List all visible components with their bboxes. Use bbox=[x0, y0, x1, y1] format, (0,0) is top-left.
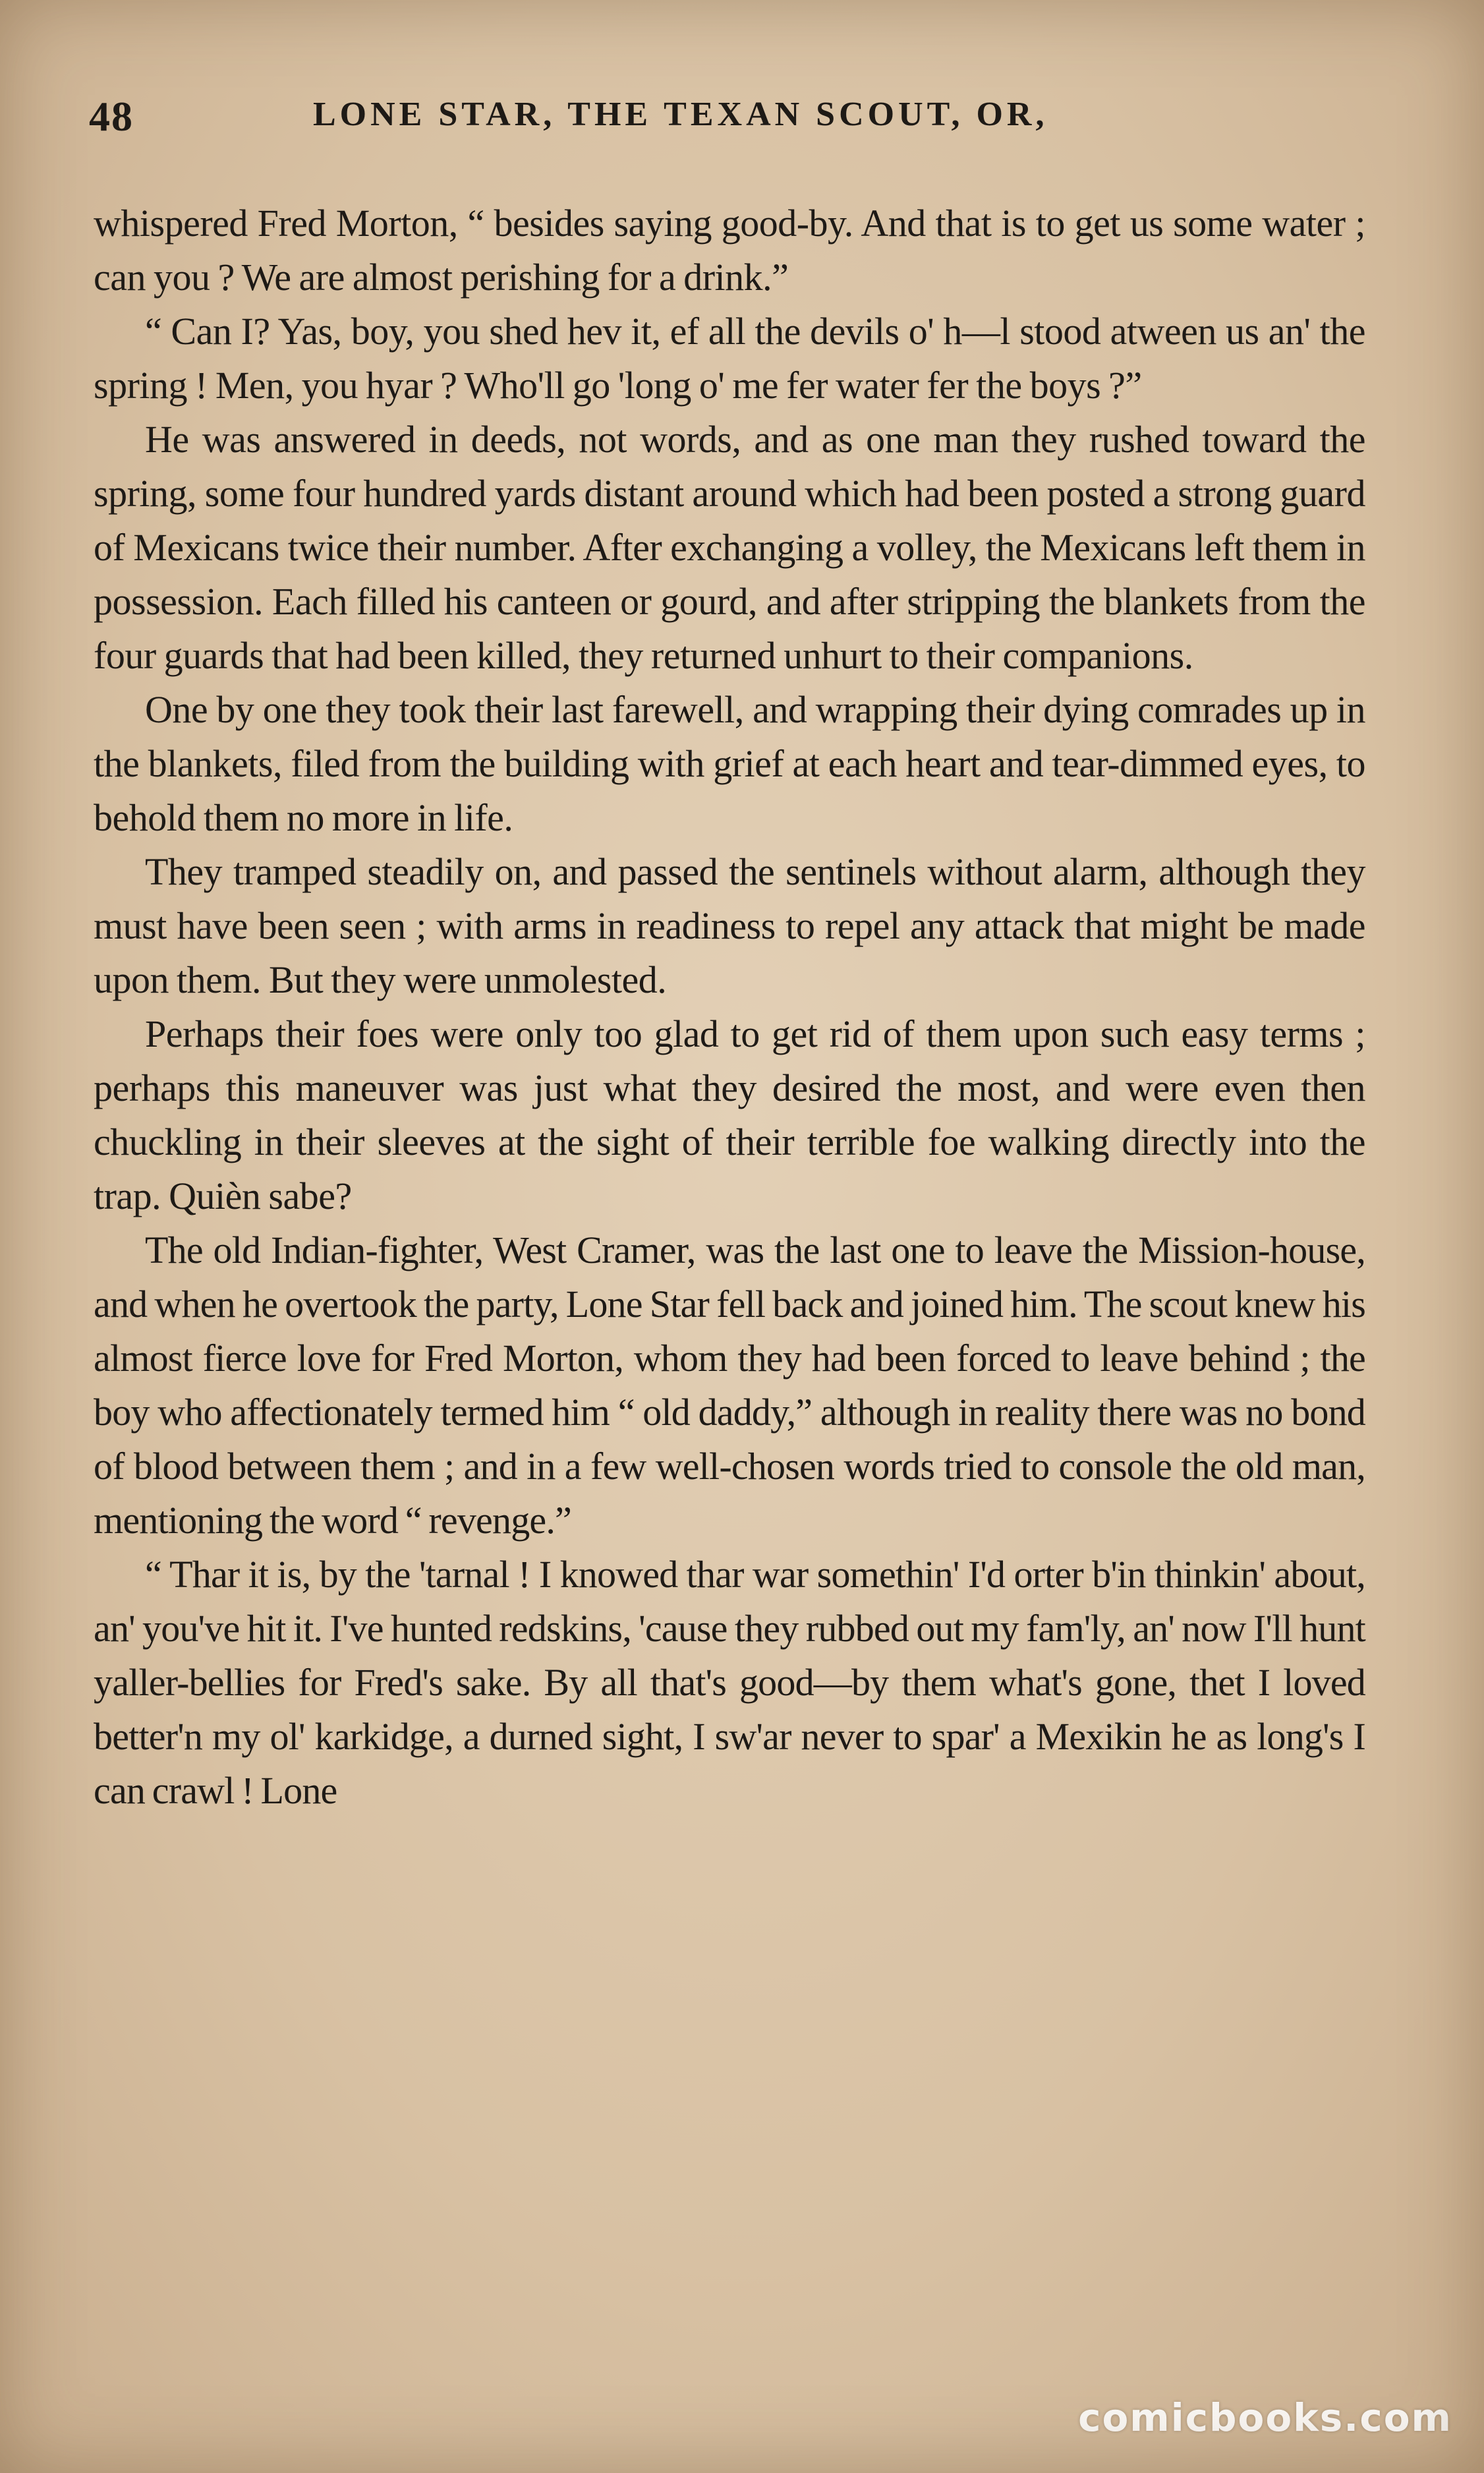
paragraph-3: He was answered in deeds, not words, and as one man they rushed toward the spring, some four hundred yards distant around which had been posted a strong guard of Mexicans twice their number. After exchanging a volley, the Mexicans left them in possession. Each filled his canteen or gourd, and after stripping the blankets from the four guards that had been killed, they returned unhurt to their companions. bbox=[94, 418, 1365, 677]
watermark: comicbooks.com bbox=[1078, 2395, 1452, 2440]
paragraph-8: “ Thar it is, by the 'tarnal ! I knowed thar war somethin' I'd orter b'in thinkin' about, an' you've hit it. I've hunted redskins, 'cause they rubbed out my fam'ly, an' now I'll hunt yaller-bellies for Fred's sake. By all that's good—by them what's gone, thet I loved better'n my ol' karkidge, a durned sight, I sw'ar never to spar' a Mexikin he as long's I can crawl ! Lone bbox=[94, 1553, 1365, 1812]
page-header bbox=[89, 92, 1374, 145]
body-text bbox=[94, 196, 1365, 1818]
paragraph-5: They tramped steadily on, and passed the sentinels without alarm, although they must have been seen ; with arms in readiness to repel any attack that might be made upon them. But they were unmolested. bbox=[94, 850, 1365, 1001]
paragraph-4: One by one they took their last farewell, and wrapping their dying comrades up in the blankets, filed from the building with grief at each heart and tear-dimmed eyes, to behold them no more in life. bbox=[94, 688, 1365, 839]
paragraph-1: whispered Fred Morton, “ besides saying good-by. And that is to get us some water ; can you ? We are almost perishing for a drink.” bbox=[94, 202, 1365, 299]
paragraph-6: Perhaps their foes were only too glad to get rid of them upon such easy terms ; perhaps this maneuver was just what they desired the most, and were even then chuckling in their sleeves at the sight of their terrible foe walking directly into the trap. Quièn sabe? bbox=[94, 1012, 1365, 1217]
page-number: 48 bbox=[89, 93, 134, 140]
paragraph-2: “ Can I? Yas, boy, you shed hev it, ef all the devils o' h—l stood atween us an' the spring ! Men, you hyar ? Who'll go 'long o' me fer water fer the boys ?” bbox=[94, 310, 1365, 407]
running-head: LONE STAR, THE TEXAN SCOUT, OR, bbox=[313, 96, 1048, 133]
paragraph-7: The old Indian-fighter, West Cramer, was the last one to leave the Mission-house, and when he overtook the party, Lone Star fell back and joined him. The scout knew his almost fierce love for Fred Morton, whom they had been forced to leave behind ; the boy who affectionately termed him “ old daddy,” although in reality there was no bond of blood between them ; and in a few well-chosen words tried to console the old man, mentioning the word “ revenge.” bbox=[94, 1229, 1365, 1542]
